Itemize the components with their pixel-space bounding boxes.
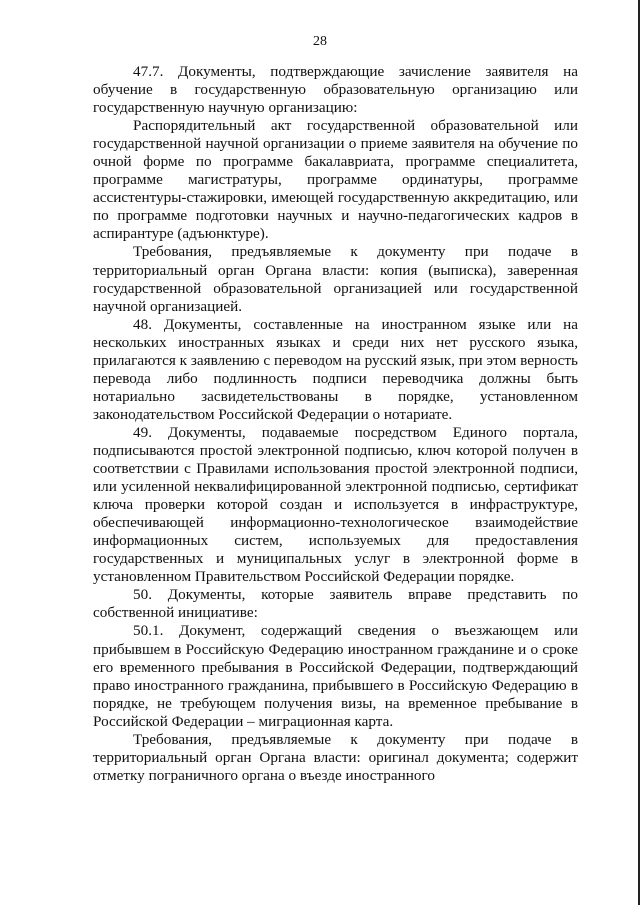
paragraph-50: 50. Документы, которые заявитель вправе представить по собственной инициативе:	[93, 586, 578, 622]
paragraph-50-1: 50.1. Документ, содержащий сведения о въезжающем или прибывшем в Российскую Федерацию иностранном гражданине и о сроке его временного пребывания в Российской Федерации, подтверждающий право иностранного гражданина, прибывшего в Российскую Федерацию в порядке, не требующем получения визы, на временное пребывание в Российской Федерации – миграционная карта.	[93, 622, 578, 730]
paragraph-requirements-copy: Требования, предъявляемые к документу при подаче в территориальный орган Органа власти: копия (выписка), заверенная государственной образовательной организацией или государственной научной организацией.	[93, 243, 578, 315]
paragraph-order-act: Распорядительный акт государственной образовательной или государственной научной организации о приеме заявителя на обучение по очной форме по программе бакалавриата, программе специалитета, программе магистратуры, программе ординатуры, программе ассистентуры-стажировки, имеющей государственную аккредитацию, или по программе подготовки научных и научно-педагогических кадров в аспирантуре (адъюнктуре).	[93, 117, 578, 243]
paragraph-49: 49. Документы, подаваемые посредством Единого портала, подписываются простой электронной подписью, ключ которой получен в соответствии с Правилами использования простой электронной подписи, или усиленной неквалифицированной электронной подписью, сертификат ключа проверки которой создан и используется в инфраструктуре, обеспечивающей информационно-технологическое взаимодействие информационных систем, используемых для предоставления государственных и муниципальных услуг в электронной форме в установленном Правительством Российской Федерации порядке.	[93, 423, 578, 586]
paragraph-requirements-original: Требования, предъявляемые к документу при подаче в территориальный орган Органа власти: оригинал документа; содержит отметку пограничного органа о въезде иностранного	[93, 730, 578, 784]
paragraph-48: 48. Документы, составленные на иностранном языке или на нескольких иностранных языках и среди них нет русского языка, прилагаются к заявлению с переводом на русский язык, при этом верность перевода либо подлинность подписи переводчика должны быть нотариально засвидетельствованы в порядке, установленном законодательством Российской Федерации о нотариате.	[93, 315, 578, 423]
document-body	[93, 63, 578, 785]
page-number: 28	[313, 34, 327, 49]
paragraph-47-7: 47.7. Документы, подтверждающие зачисление заявителя на обучение в государственную образовательную организацию или государственную научную организацию:	[93, 63, 578, 117]
